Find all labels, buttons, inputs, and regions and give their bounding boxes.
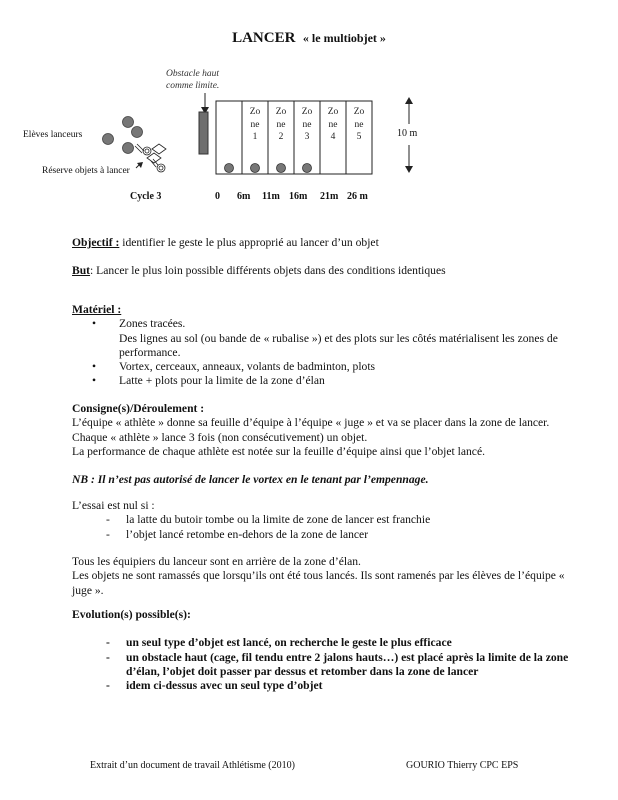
evolution-item: - idem ci-dessus avec un seul type d’objet: [72, 679, 572, 693]
objectif-line: [72, 236, 572, 250]
evolutions-list: [72, 636, 572, 693]
reserve-arrow-icon: [136, 162, 143, 168]
but-line: [72, 264, 572, 278]
field-diagram: [0, 60, 618, 210]
distance-tick: 26 m: [347, 191, 368, 202]
zone-4-label: [320, 106, 346, 144]
objects-reserve-icon: [135, 144, 166, 172]
distance-tick: 21m: [320, 191, 339, 202]
nb-note: NB : Il n’est pas autorisé de lancer le vortex en le tenant par l’empennage.: [72, 473, 429, 487]
but-label: But: [72, 264, 91, 277]
essai-item: - l’objet lancé retombe en-dehors de la zone de lancer: [72, 528, 572, 542]
materiel-item-text: • Zones tracées.: [119, 317, 186, 331]
zone-label-line: 5: [356, 132, 362, 142]
essai-item: - la latte du butoir tombe ou la limite de zone de lancer est franchie: [72, 513, 572, 527]
equipiers-line: Tous les équipiers du lanceur sont en arrière de la zone d’élan.: [72, 555, 361, 568]
zone-label-line: 2: [278, 132, 284, 142]
distance-tick: 11m: [262, 191, 280, 202]
zone-label-line: Zo: [249, 107, 261, 117]
equipiers-section: [72, 555, 572, 598]
essai-list: [72, 513, 572, 542]
obstacle-label-line1: Obstacle haut: [166, 69, 220, 79]
zone-label-line: Zo: [275, 107, 287, 117]
materiel-list: [72, 317, 572, 388]
evolution-item: - un obstacle haut (cage, fil tendu entre 2 jalons hauts…) est placé après la limite de la zone d’élan, l’objet doit passer par dessus et retomber dans la zone de lancer: [72, 651, 572, 680]
title-sub: « le multiobjet »: [302, 31, 386, 45]
evolutions-heading: Evolution(s) possible(s):: [72, 608, 191, 621]
footer-left: Extrait d’un document de travail Athlétisme (2010): [90, 760, 295, 771]
zone-label-line: 4: [330, 132, 336, 142]
essai-intro: L’essai est nul si :: [72, 499, 155, 512]
equipiers-line: Les objets ne sont ramassés que lorsqu’ils ont été tous lancés. Ils sont ramenés par les élèves de l’équipe « juge ».: [72, 569, 565, 597]
zone-5-label: [346, 106, 372, 144]
reserve-label: Réserve objets à lancer: [42, 166, 130, 176]
zone-1-label: [242, 106, 268, 144]
zone-label-line: ne: [302, 119, 312, 130]
essai-section: [72, 499, 572, 542]
zone-label-line: ne: [328, 119, 338, 130]
objectif-label: Objectif :: [72, 236, 120, 249]
materiel-item: • Vortex, cerceaux, anneaux, volants de badminton, plots: [72, 360, 572, 374]
distance-tick: 16m: [289, 191, 308, 202]
consigne-paragraph: L’équipe « athlète » donne sa feuille d’équipe à l’équipe « juge » et va se placer dans la zone de lancer. Chaque « athlète » lance 3 fois (non consécutivement) un objet.: [72, 416, 550, 444]
zone-label-line: ne: [276, 119, 286, 130]
zone-label-line: Zo: [353, 107, 365, 117]
distance-tick: 0: [215, 191, 220, 202]
cycle-label: Cycle 3: [130, 191, 162, 202]
footer-right: GOURIO Thierry CPC EPS: [406, 760, 519, 771]
zone-label-line: Zo: [327, 107, 339, 117]
down-arrow-icon: [201, 93, 209, 114]
throwers-label: Elèves lanceurs: [23, 130, 83, 140]
zone-label-line: 3: [304, 132, 310, 142]
page-title: [0, 30, 618, 47]
zone-3-label: [294, 106, 320, 144]
zone-label-line: ne: [354, 119, 364, 130]
consigne-paragraph: La performance de chaque athlète est notée sur la feuille d’équipe ainsi que l’objet lancé.: [72, 444, 485, 458]
evolutions-section: [72, 608, 572, 693]
consigne-section: [72, 402, 572, 487]
materiel-item-detail: Des lignes au sol (ou bande de « rubalise ») et des plots sur les côtés matérialisent les zones de performance.: [119, 331, 558, 359]
width-label: 10 m: [397, 128, 418, 139]
materiel-heading: Matériel :: [72, 303, 122, 316]
evolution-item: - un seul type d’objet est lancé, on recherche le geste le plus efficace: [72, 636, 572, 650]
zone-label-line: 1: [252, 132, 258, 142]
materiel-item: • Latte + plots pour la limite de la zone d’élan: [72, 374, 572, 388]
distance-tick: 6m: [237, 191, 251, 202]
consigne-heading: Consigne(s)/Déroulement :: [72, 402, 205, 415]
zone-label-line: Zo: [301, 107, 313, 117]
materiel-section: [72, 303, 572, 389]
zone-2-label: [268, 106, 294, 144]
obstacle-bar: [199, 112, 208, 154]
materiel-item: [72, 317, 572, 360]
objectif-text: identifier le geste le plus approprié au lancer d’un objet: [119, 236, 379, 249]
obstacle-label-line2: comme limite.: [166, 81, 220, 91]
but-text: : Lancer le plus loin possible différents objets dans des conditions identiques: [90, 264, 446, 277]
title-main: LANCER: [232, 30, 296, 46]
zone-label-line: ne: [250, 119, 260, 130]
